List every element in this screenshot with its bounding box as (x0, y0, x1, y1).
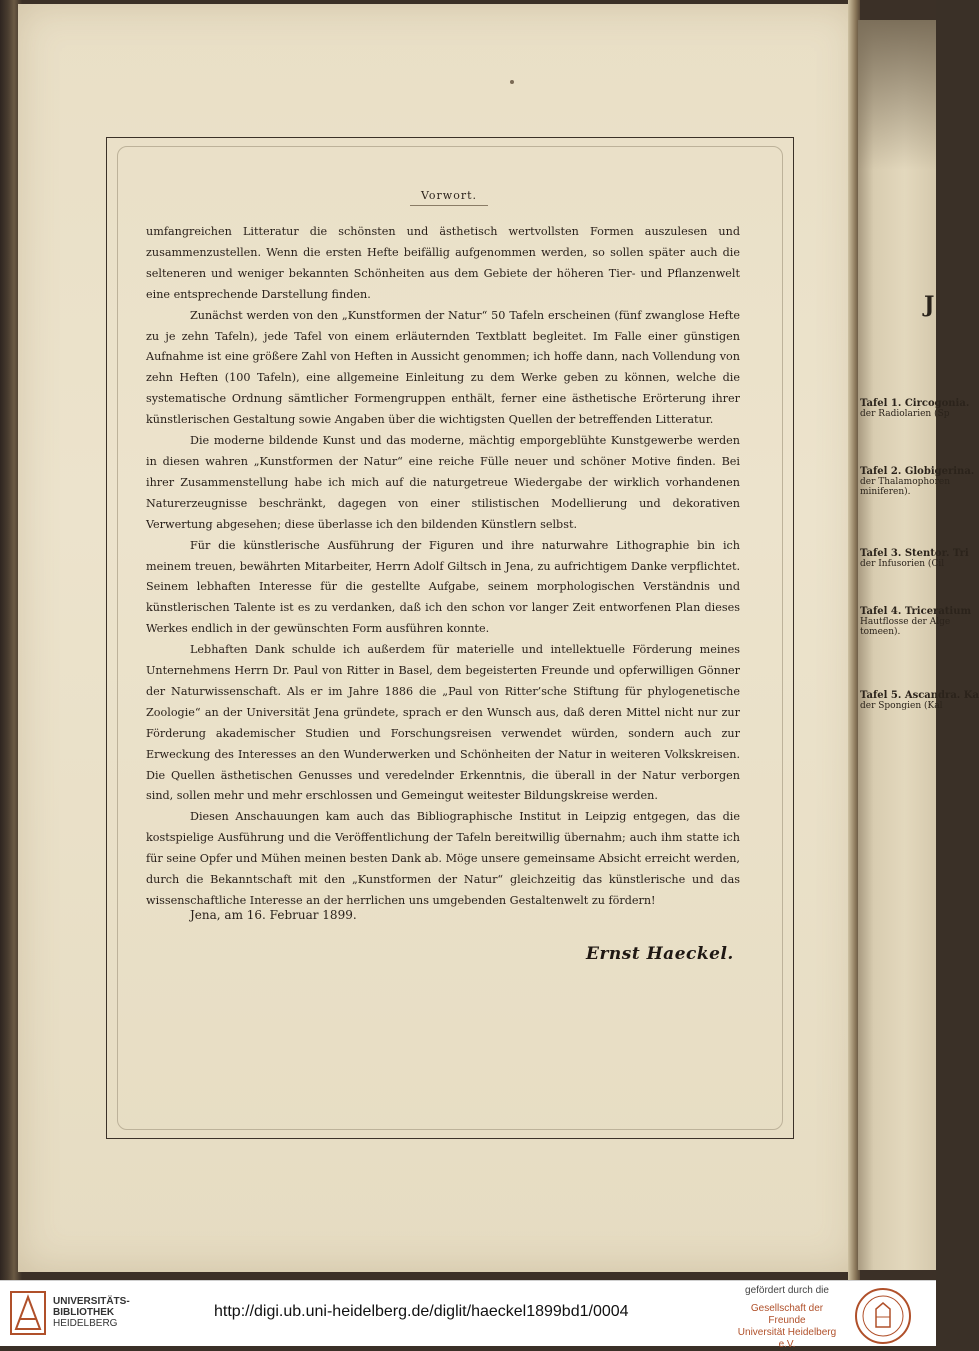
paper-speck (510, 80, 514, 84)
facing-page-shadow (858, 20, 936, 170)
note-line: tomeen). (860, 627, 901, 637)
facing-page-note (860, 606, 971, 637)
note-line: der Thalamophoren (860, 477, 951, 487)
library-name-line: BIBLIOTHEK (53, 1307, 115, 1318)
body-text (146, 222, 740, 912)
note-line: Tafel 2. Globigerina. (860, 466, 975, 477)
facing-page-note (860, 398, 969, 419)
university-library-logo-icon (10, 1291, 46, 1335)
dateline: Jena, am 16. Februar 1899. (190, 908, 357, 922)
paragraph: umfangreichen Litteratur die schönsten und ästhetisch wertvollsten Formen auszulesen und zusammenzustellen. Wenn die ersten Hefte beifällig aufgenommen werden, so sollen später auch die selteneren und weniger bekannten Schönheiten aus dem Gebiete der höheren Tier- und Pflanzenwelt eine entsprechende Darstellung finden. (146, 225, 740, 301)
facing-page-note (860, 466, 974, 497)
sponsor-credit (736, 1285, 838, 1351)
note-line: der Infusorien (Cil (860, 559, 945, 569)
sponsor-org-line: Gesellschaft der Freunde (750, 1303, 824, 1326)
note-line: der Spongien (Kal (860, 701, 943, 711)
paragraph: Die moderne bildende Kunst und das moderne, mächtig emporgeblühte Kunstgewerbe werden in diesen wahren „Kunstformen der Natur“ eine reiche Fülle neuer und schöner Motive finden. Bei ihrer Zusammenstellung habe ich mich auf die naturgetreue Wiedergabe der wirklich vorhandenen Naturerzeugnisse beschränkt, dagegen von einer stilistischen Modellierung und dekorativen Verwertung abgesehen; diese überlasse ich den bildenden Künstlern selbst. (146, 434, 740, 531)
signature: Ernst Haeckel. (586, 944, 734, 964)
facing-page-heading: J (924, 292, 935, 318)
library-name-line: HEIDELBERG (53, 1318, 118, 1329)
paragraph: Diesen Anschauungen kam auch das Bibliographische Institut in Leipzig entgegen, das die kostspielige Ausführung und die Veröffentlichung der Tafeln bereitwillig übernahm; auch ihm statte ich für seine Opfer und Mühen meinen besten Dank ab. Möge unsere gemeinsame Absicht erreicht werden, durch die Bekanntschaft mit den „Kunstformen der Natur“ gleichzeitig das künstlerische und das wissenschaftliche Interesse an der herrlichen uns umgebenden Gestaltenwelt zu fördern! (146, 810, 740, 907)
university-seal-icon (854, 1287, 912, 1345)
note-line: Tafel 3. Stentor. Tri (860, 548, 969, 559)
library-name (53, 1296, 130, 1329)
note-line: Hautflosse der Alge (860, 617, 951, 627)
paragraph: Lebhaften Dank schulde ich außerdem für materielle und intellektuelle Förderung meines Unternehmens Herrn Dr. Paul von Ritter in Basel, dem begeisterten Freunde und opferwilligen Gönner der Naturwissenschaft. Als er im Jahre 1886 die „Paul von Ritter’sche Stiftung für phylogenetische Zoologie“ an der Universität Jena gründete, sprach er den Wunsch aus, daß deren Mittel nicht nur zur Förderung akademischer Studien und Forschungsreisen verwendet würden, sondern auch zur Erweckung des Interesses an den Wunderwerken und Schönheiten der Natur in weiteren Volkskreisen. Die Quellen ästhetischen Genusses und veredelnder Erkenntnis, die überall in der Natur verborgen sind, sollen mehr und mehr erschlossen und Gemeingut weitester Bildungskreise werden. (146, 643, 740, 803)
sponsor-org[interactable] (736, 1303, 838, 1351)
facing-page-note (860, 690, 979, 711)
note-line: Tafel 4. Triceratium (860, 606, 972, 617)
note-line: miniferen). (860, 487, 911, 497)
note-line: Tafel 5. Ascandra. Ka (860, 690, 979, 701)
sponsor-intro: gefördert durch die (745, 1285, 829, 1296)
sponsor-org-line: Universität Heidelberg e.V. (737, 1327, 837, 1350)
facing-page (858, 20, 936, 1270)
page-title: Vorwort. (420, 189, 478, 202)
facing-page-note (860, 548, 969, 569)
note-line: Tafel 1. Circogonia. (860, 398, 970, 409)
note-line: der Radiolarien (Sp (860, 409, 950, 419)
title-rule (410, 205, 488, 206)
library-name-line: UNIVERSITÄTS- (53, 1296, 130, 1307)
permalink-url[interactable]: http://digi.ub.uni-heidelberg.de/diglit/haeckel1899bd1/0004 (214, 1303, 629, 1320)
paragraph: Zunächst werden von den „Kunstformen der Natur“ 50 Tafeln erscheinen (fünf zwanglose Hefte zu je zehn Tafeln), jede Tafel von einem erläuternden Textblatt begleitet. Im Falle einer günstigen Aufnahme ist eine größere Zahl von Heften in Aussicht genommen; ich hoffe dann, nach Vollendung von zehn Heften (100 Tafeln), eine allgemeine Einleitung zu dem Werke geben zu können, welche die systematische Ordnung sämtlicher Formengruppen enthält, ferner eine ästhetische Erörterung ihrer künstlerischen Gestaltung sowie Angaben über die wichtigsten Quellen der betreffenden Litteratur. (146, 308, 740, 427)
viewer-footer (0, 1280, 936, 1350)
paragraph: Für die künstlerische Ausführung der Figuren und ihre naturwahre Lithographie bin ich meinem treuen, bewährten Mitarbeiter, Herrn Adolf Giltsch in Jena, zu aufrichtigem Danke verpflichtet. Seinem lebhaften Interesse für die gestellte Aufgabe, seinem morphologischen Verständnis und künstlerischen Talente ist es zu verdanken, daß ich den schon vor langer Zeit entworfenen Plan dieses Werkes endlich in der gewünschten Form ausführen konnte. (146, 538, 740, 636)
